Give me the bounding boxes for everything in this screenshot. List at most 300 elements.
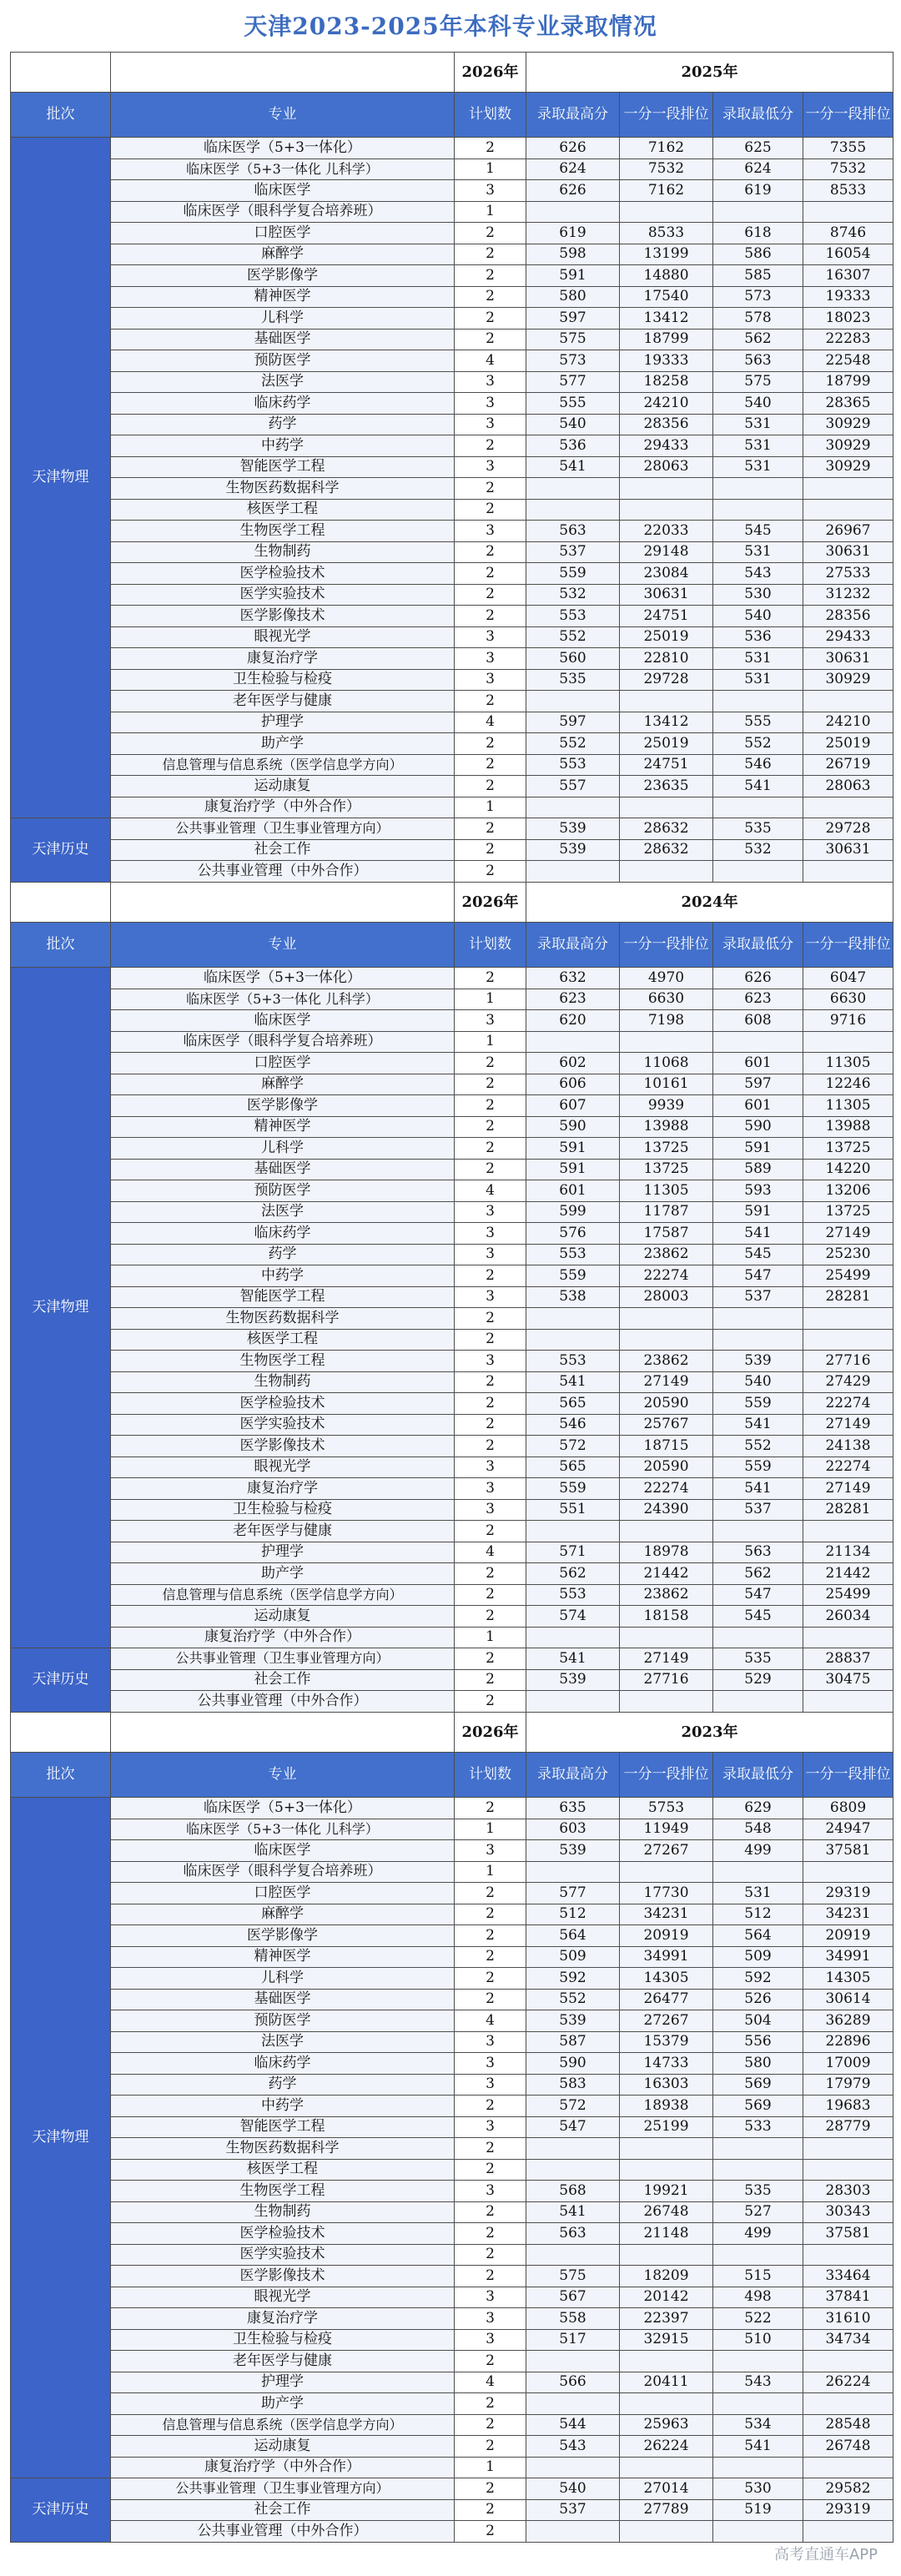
plan-count: 1 <box>455 201 526 223</box>
table-row <box>11 606 893 627</box>
major-name: 基础医学 <box>111 329 455 350</box>
major-name: 临床医学（眼科学复合培养班） <box>111 1031 455 1053</box>
max-score: 559 <box>526 1265 620 1287</box>
table-row <box>11 2521 893 2543</box>
min-score-header: 录取最低分 <box>713 923 803 968</box>
max-score <box>526 1521 620 1542</box>
major-name: 医学影像学 <box>111 1925 455 1947</box>
plan-count: 3 <box>455 1201 526 1223</box>
min-rank <box>803 2159 893 2181</box>
table-row <box>11 2308 893 2330</box>
max-score: 509 <box>526 1946 620 1968</box>
max-score <box>526 1861 620 1883</box>
major-name: 生物医学工程 <box>111 521 455 542</box>
table-row <box>11 797 893 818</box>
max-score: 626 <box>526 180 620 202</box>
min-score: 586 <box>713 244 803 265</box>
max-rank: 9939 <box>620 1095 713 1117</box>
plan-count: 2 <box>455 1798 526 1819</box>
plan-count: 2 <box>455 1606 526 1628</box>
min-score: 527 <box>713 2201 803 2223</box>
min-rank: 30631 <box>803 648 893 670</box>
min-score: 555 <box>713 712 803 733</box>
plan-count: 1 <box>455 1819 526 1840</box>
plan-count: 2 <box>455 265 526 287</box>
table-row <box>11 435 893 457</box>
max-rank: 22274 <box>620 1265 713 1287</box>
max-score: 563 <box>526 521 620 542</box>
major-name: 公共事业管理（卫生事业管理方向） <box>111 2478 455 2500</box>
major-name: 生物制药 <box>111 541 455 563</box>
table-row <box>11 1159 893 1180</box>
min-rank: 28365 <box>803 393 893 415</box>
min-rank-header: 一分一段排位 <box>803 93 893 138</box>
min-score: 499 <box>713 2223 803 2245</box>
major-name: 预防医学 <box>111 1180 455 1202</box>
max-score: 571 <box>526 1542 620 1563</box>
table-row <box>11 2116 893 2138</box>
min-rank <box>803 1329 893 1351</box>
plan-count: 3 <box>455 669 526 691</box>
table-row <box>11 733 893 755</box>
max-score: 566 <box>526 2372 620 2393</box>
min-score: 564 <box>713 1925 803 1947</box>
major-name: 运动康复 <box>111 776 455 797</box>
table-row <box>11 1669 893 1691</box>
max-score: 540 <box>526 2478 620 2500</box>
min-rank: 11305 <box>803 1053 893 1074</box>
table-row <box>11 1457 893 1478</box>
max-score <box>526 2351 620 2372</box>
max-score: 599 <box>526 1201 620 1223</box>
year-row-blank <box>11 883 111 923</box>
min-rank: 20919 <box>803 1925 893 1947</box>
major-name: 眼视光学 <box>111 626 455 648</box>
min-score <box>713 1861 803 1883</box>
min-score: 533 <box>713 2116 803 2138</box>
table-row <box>11 2478 893 2500</box>
table-row <box>11 286 893 308</box>
max-score: 517 <box>526 2329 620 2351</box>
table-row <box>11 1691 893 1713</box>
max-rank: 10161 <box>620 1074 713 1095</box>
plan-count: 4 <box>455 1180 526 1202</box>
max-rank <box>620 2393 713 2415</box>
plan-count: 3 <box>455 2116 526 2138</box>
max-rank: 28632 <box>620 818 713 840</box>
min-rank: 26224 <box>803 2372 893 2393</box>
max-score: 543 <box>526 2436 620 2458</box>
max-score: 568 <box>526 2181 620 2202</box>
table-row <box>11 2181 893 2202</box>
max-rank: 20411 <box>620 2372 713 2393</box>
major-name: 老年医学与健康 <box>111 2351 455 2372</box>
year-row-blank <box>11 53 111 93</box>
max-score: 537 <box>526 2499 620 2521</box>
table-row <box>11 584 893 606</box>
major-name: 医学检验技术 <box>111 1393 455 1415</box>
min-rank: 13988 <box>803 1116 893 1138</box>
plan-count: 2 <box>455 1414 526 1436</box>
major-name: 核医学工程 <box>111 1329 455 1351</box>
min-rank: 17009 <box>803 2053 893 2075</box>
min-score: 541 <box>713 1478 803 1500</box>
min-score: 529 <box>713 1669 803 1691</box>
max-rank: 16303 <box>620 2074 713 2096</box>
plan-count: 2 <box>455 1946 526 1968</box>
max-score: 606 <box>526 1074 620 1095</box>
major-name: 口腔医学 <box>111 1883 455 1904</box>
major-name: 生物医药数据科学 <box>111 478 455 500</box>
min-score: 569 <box>713 2074 803 2096</box>
plan-count: 2 <box>455 1669 526 1691</box>
max-rank: 26748 <box>620 2201 713 2223</box>
max-score: 577 <box>526 371 620 393</box>
min-score: 591 <box>713 1201 803 1223</box>
major-header: 专业 <box>111 1753 455 1798</box>
table-row <box>11 1351 893 1372</box>
major-name: 精神医学 <box>111 1946 455 1968</box>
major-header: 专业 <box>111 93 455 138</box>
min-rank: 6047 <box>803 968 893 989</box>
max-score: 602 <box>526 1053 620 1074</box>
min-rank: 22274 <box>803 1457 893 1478</box>
min-score: 573 <box>713 286 803 308</box>
min-rank: 9716 <box>803 1010 893 1032</box>
max-score: 572 <box>526 1436 620 1457</box>
major-name: 公共事业管理（中外合作） <box>111 861 455 883</box>
table-row <box>11 1989 893 2010</box>
plan-count: 2 <box>455 2201 526 2223</box>
table-row <box>11 2053 893 2075</box>
max-rank: 25963 <box>620 2414 713 2436</box>
max-score: 575 <box>526 2266 620 2287</box>
max-rank: 18799 <box>620 329 713 350</box>
table-row <box>11 1393 893 1415</box>
table-row <box>11 1840 893 1862</box>
min-score: 563 <box>713 350 803 372</box>
max-rank: 20590 <box>620 1457 713 1478</box>
table-row <box>11 1053 893 1074</box>
min-rank: 24947 <box>803 1819 893 1840</box>
table-row <box>11 180 893 202</box>
max-score: 624 <box>526 158 620 180</box>
min-score: 499 <box>713 1840 803 1862</box>
max-rank: 25019 <box>620 626 713 648</box>
min-rank: 29433 <box>803 626 893 648</box>
max-score <box>526 1031 620 1053</box>
min-rank <box>803 499 893 521</box>
table-row <box>11 1563 893 1585</box>
max-rank <box>620 2457 713 2478</box>
major-name: 基础医学 <box>111 1159 455 1180</box>
major-name: 康复治疗学 <box>111 2308 455 2330</box>
max-score-header: 录取最高分 <box>526 93 620 138</box>
min-rank: 37841 <box>803 2287 893 2308</box>
min-score: 590 <box>713 1116 803 1138</box>
max-rank: 18158 <box>620 1606 713 1628</box>
max-rank: 26224 <box>620 2436 713 2458</box>
table-row <box>11 2372 893 2393</box>
min-score: 562 <box>713 329 803 350</box>
min-score: 580 <box>713 2053 803 2075</box>
max-score <box>526 2138 620 2160</box>
major-name: 预防医学 <box>111 350 455 372</box>
min-rank: 27149 <box>803 1478 893 1500</box>
major-name: 临床医学（5+3一体化） <box>111 968 455 989</box>
min-rank <box>803 1691 893 1713</box>
max-rank <box>620 201 713 223</box>
max-score: 591 <box>526 1138 620 1160</box>
max-score: 553 <box>526 1584 620 1606</box>
major-name: 生物医学工程 <box>111 1351 455 1372</box>
min-rank: 28303 <box>803 2181 893 2202</box>
min-score: 531 <box>713 414 803 435</box>
min-rank: 37581 <box>803 1840 893 1862</box>
max-score: 565 <box>526 1393 620 1415</box>
min-rank: 37581 <box>803 2223 893 2245</box>
max-rank: 24751 <box>620 754 713 776</box>
max-rank: 21148 <box>620 2223 713 2245</box>
min-rank: 27533 <box>803 563 893 585</box>
min-score: 510 <box>713 2329 803 2351</box>
table-row <box>11 1627 893 1648</box>
max-rank: 25019 <box>620 733 713 755</box>
max-rank: 24210 <box>620 393 713 415</box>
table-row <box>11 2457 893 2478</box>
table-row <box>11 1223 893 1245</box>
max-score: 577 <box>526 1883 620 1904</box>
max-score: 635 <box>526 1798 620 1819</box>
table-row <box>11 223 893 244</box>
max-score: 560 <box>526 648 620 670</box>
major-header: 专业 <box>111 923 455 968</box>
plan-count: 2 <box>455 1904 526 1925</box>
min-score: 541 <box>713 1414 803 1436</box>
max-score <box>526 2521 620 2543</box>
major-name: 运动康复 <box>111 1606 455 1628</box>
major-name: 药学 <box>111 2074 455 2096</box>
max-rank: 13199 <box>620 244 713 265</box>
plan-count: 2 <box>455 1074 526 1095</box>
plan-count: 3 <box>455 1010 526 1032</box>
major-name: 护理学 <box>111 2372 455 2393</box>
table-row <box>11 1968 893 1990</box>
table-row <box>11 1819 893 1840</box>
max-score: 553 <box>526 754 620 776</box>
max-score-header: 录取最高分 <box>526 923 620 968</box>
max-rank: 20142 <box>620 2287 713 2308</box>
plan-count: 2 <box>455 2223 526 2245</box>
major-name: 康复治疗学（中外合作） <box>111 1627 455 1648</box>
plan-count: 3 <box>455 1478 526 1500</box>
min-score: 531 <box>713 435 803 457</box>
min-rank: 12246 <box>803 1074 893 1095</box>
min-rank <box>803 2351 893 2372</box>
table-row <box>11 989 893 1010</box>
plan-count: 3 <box>455 1286 526 1308</box>
min-score: 543 <box>713 2372 803 2393</box>
major-name: 临床医学（眼科学复合培养班） <box>111 1861 455 1883</box>
min-rank: 30475 <box>803 1669 893 1691</box>
max-score <box>526 691 620 712</box>
max-score: 574 <box>526 1606 620 1628</box>
min-score: 597 <box>713 1074 803 1095</box>
min-rank: 30929 <box>803 456 893 478</box>
max-rank: 18978 <box>620 1542 713 1563</box>
min-score: 559 <box>713 1457 803 1478</box>
min-rank: 29319 <box>803 2499 893 2521</box>
max-rank: 19333 <box>620 350 713 372</box>
max-score: 598 <box>526 244 620 265</box>
max-rank: 14880 <box>620 265 713 287</box>
max-rank: 11305 <box>620 1180 713 1202</box>
watermark: 高考直通车APP <box>773 2546 878 2563</box>
max-score <box>526 2457 620 2478</box>
min-score: 562 <box>713 1563 803 1585</box>
min-rank: 22548 <box>803 350 893 372</box>
min-score: 578 <box>713 308 803 330</box>
min-rank: 30343 <box>803 2201 893 2223</box>
table-row <box>11 1201 893 1223</box>
year-row-blank <box>11 1713 111 1753</box>
min-score-header: 录取最低分 <box>713 1753 803 1798</box>
plan-count: 3 <box>455 2181 526 2202</box>
max-rank: 18258 <box>620 371 713 393</box>
table-row <box>11 1244 893 1265</box>
table-row <box>11 2351 893 2372</box>
max-rank: 17587 <box>620 1223 713 1245</box>
plan-count: 2 <box>455 286 526 308</box>
max-score: 552 <box>526 626 620 648</box>
min-rank: 6630 <box>803 989 893 1010</box>
min-score: 537 <box>713 1499 803 1521</box>
min-score-header: 录取最低分 <box>713 93 803 138</box>
max-rank: 28063 <box>620 456 713 478</box>
max-rank: 34231 <box>620 1904 713 1925</box>
plan-count: 2 <box>455 606 526 627</box>
min-score: 545 <box>713 1244 803 1265</box>
major-name: 临床医学 <box>111 180 455 202</box>
major-name: 助产学 <box>111 2393 455 2415</box>
min-rank: 28281 <box>803 1499 893 1521</box>
plan-count: 2 <box>455 839 526 861</box>
min-score: 618 <box>713 223 803 244</box>
max-score: 559 <box>526 1478 620 1500</box>
max-score: 539 <box>526 818 620 840</box>
major-name: 核医学工程 <box>111 499 455 521</box>
major-name: 精神医学 <box>111 1116 455 1138</box>
min-rank: 27716 <box>803 1351 893 1372</box>
min-score: 498 <box>713 2287 803 2308</box>
min-score: 601 <box>713 1053 803 1074</box>
major-name: 医学影像学 <box>111 1095 455 1117</box>
max-rank: 22274 <box>620 1478 713 1500</box>
min-score <box>713 1329 803 1351</box>
plan-count: 2 <box>455 1563 526 1585</box>
min-score: 540 <box>713 393 803 415</box>
min-score <box>713 478 803 500</box>
header-row <box>11 1753 893 1798</box>
major-name: 医学影像技术 <box>111 606 455 627</box>
max-score: 565 <box>526 1457 620 1478</box>
table-row <box>11 138 893 159</box>
table-row <box>11 1371 893 1393</box>
max-score: 591 <box>526 265 620 287</box>
max-score: 558 <box>526 2308 620 2330</box>
max-rank: 14733 <box>620 2053 713 2075</box>
table-row <box>11 2414 893 2436</box>
max-rank: 25199 <box>620 2116 713 2138</box>
plan-count: 2 <box>455 1329 526 1351</box>
batch-cell: 天津物理 <box>11 968 111 1648</box>
plan-count: 2 <box>455 2521 526 2543</box>
table-row <box>11 1499 893 1521</box>
max-rank <box>620 499 713 521</box>
plan-header: 计划数 <box>455 1753 526 1798</box>
major-name: 医学实验技术 <box>111 584 455 606</box>
min-score: 608 <box>713 1010 803 1032</box>
major-name: 眼视光学 <box>111 1457 455 1478</box>
max-score: 591 <box>526 1159 620 1180</box>
max-score: 623 <box>526 989 620 1010</box>
batch-cell: 天津历史 <box>11 818 111 883</box>
table-row <box>11 1265 893 1287</box>
max-rank <box>620 861 713 883</box>
max-score <box>526 499 620 521</box>
table-row <box>11 329 893 350</box>
min-score: 537 <box>713 1286 803 1308</box>
max-rank: 15379 <box>620 2031 713 2053</box>
max-rank: 27149 <box>620 1648 713 1670</box>
max-score: 535 <box>526 669 620 691</box>
min-rank: 14305 <box>803 1968 893 1990</box>
plan-count: 2 <box>455 478 526 500</box>
max-score <box>526 2393 620 2415</box>
table-row <box>11 350 893 372</box>
major-name: 医学实验技术 <box>111 1414 455 1436</box>
max-rank: 27789 <box>620 2499 713 2521</box>
min-rank: 29582 <box>803 2478 893 2500</box>
table-row <box>11 1286 893 1308</box>
major-name: 生物医药数据科学 <box>111 2138 455 2160</box>
major-name: 临床医学（5+3一体化 儿科学） <box>111 989 455 1010</box>
table-row <box>11 456 893 478</box>
min-rank: 28063 <box>803 776 893 797</box>
major-name: 临床医学 <box>111 1840 455 1862</box>
major-name: 康复治疗学 <box>111 648 455 670</box>
plan-count: 2 <box>455 1265 526 1287</box>
max-rank: 27149 <box>620 1371 713 1393</box>
plan-count: 2 <box>455 2436 526 2458</box>
plan-count: 3 <box>455 1223 526 1245</box>
table-row <box>11 1031 893 1053</box>
major-name: 公共事业管理（中外合作） <box>111 2521 455 2543</box>
max-rank <box>620 2159 713 2181</box>
plan-count: 3 <box>455 456 526 478</box>
plan-count: 1 <box>455 797 526 818</box>
plan-count: 2 <box>455 1053 526 1074</box>
table-row <box>11 1180 893 1202</box>
min-score <box>713 1691 803 1713</box>
table-row <box>11 1946 893 1968</box>
plan-count: 3 <box>455 1351 526 1372</box>
max-rank: 7162 <box>620 138 713 159</box>
min-rank: 25019 <box>803 733 893 755</box>
plan-count: 2 <box>455 1584 526 1606</box>
max-score: 557 <box>526 776 620 797</box>
min-score: 541 <box>713 776 803 797</box>
